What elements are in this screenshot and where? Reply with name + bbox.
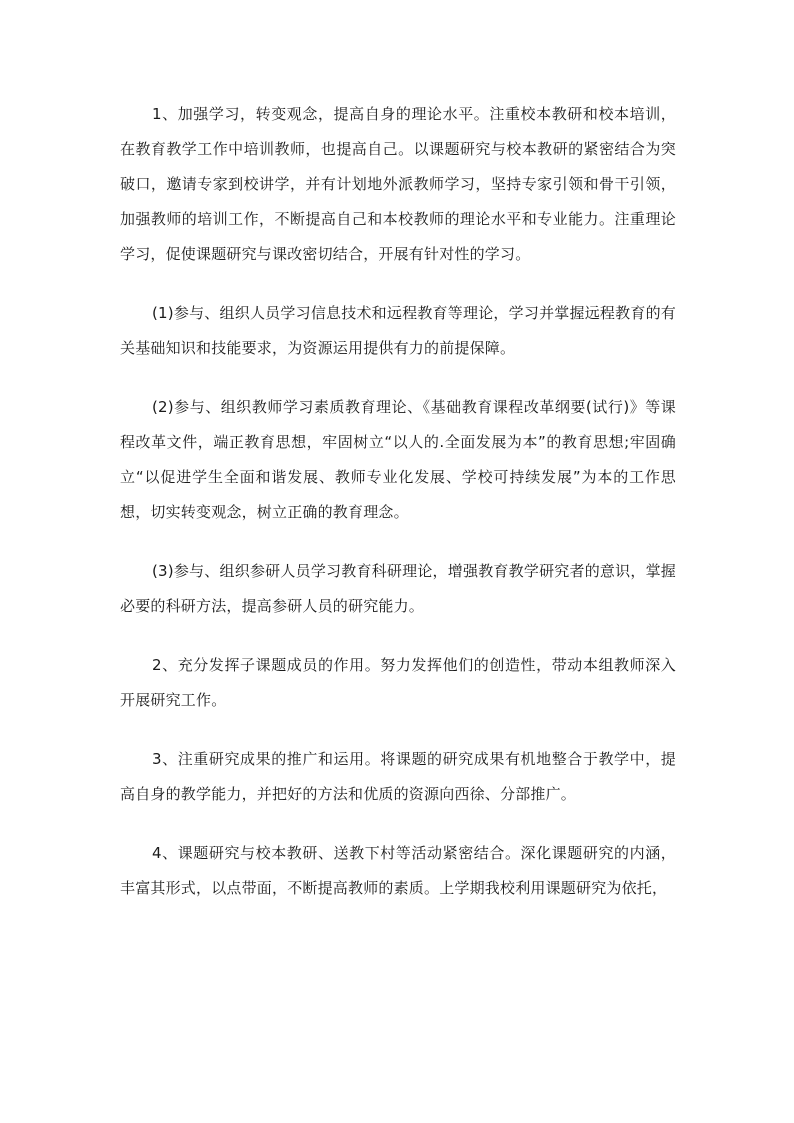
paragraph-5: 2、充分发挥子课题成员的作用。努力发挥他们的创造性，带动本组教师深入开展研究工作。	[120, 656, 676, 709]
paragraph-1: 1、加强学习，转变观念，提高自身的理论水平。注重校本教研和校本培训，在教育教学工作中培训教师，也提高自己。以课题研究与校本教研的紧密结合为突破口，邀请专家到校讲学，并有计划地外派教师学习，坚持专家引领和骨干引领，加强教师的培训工作，不断提高自己和本校教师的理论水平和专业能力。注重理论学习，促使课题研究与课改密切结合，开展有针对性的学习。	[120, 105, 676, 263]
paragraph-2: (1)参与、组织人员学习信息技术和远程教育等理论，学习并掌握远程教育的有关基础知识和技能要求，为资源运用提供有力的前提保障。	[120, 304, 676, 357]
paragraph-4: (3)参与、组织参研人员学习教育科研理论，增强教育教学研究者的意识，掌握必要的科研方法，提高参研人员的研究能力。	[120, 562, 676, 615]
document-body	[120, 97, 676, 930]
paragraph-6: 3、注重研究成果的推广和运用。将课题的研究成果有机地整合于教学中，提高自身的教学能力，并把好的方法和优质的资源向西徐、分部推广。	[120, 750, 676, 803]
paragraph-3: (2)参与、组织教师学习素质教育理论、《基础教育课程改革纲要(试行)》等课程改革文件，端正教育思想，牢固树立“以人的.全面发展为本”的教育思想;牢固确立“以促进学生全面和谐发展、教师专业化发展、学校可持续发展”为本的工作思想，切实转变观念，树立正确的教育理念。	[120, 398, 676, 521]
paragraph-7: 4、课题研究与校本教研、送教下村等活动紧密结合。深化课题研究的内涵，丰富其形式，以点带面，不断提高教师的素质。上学期我校利用课题研究为依托，	[120, 844, 676, 897]
